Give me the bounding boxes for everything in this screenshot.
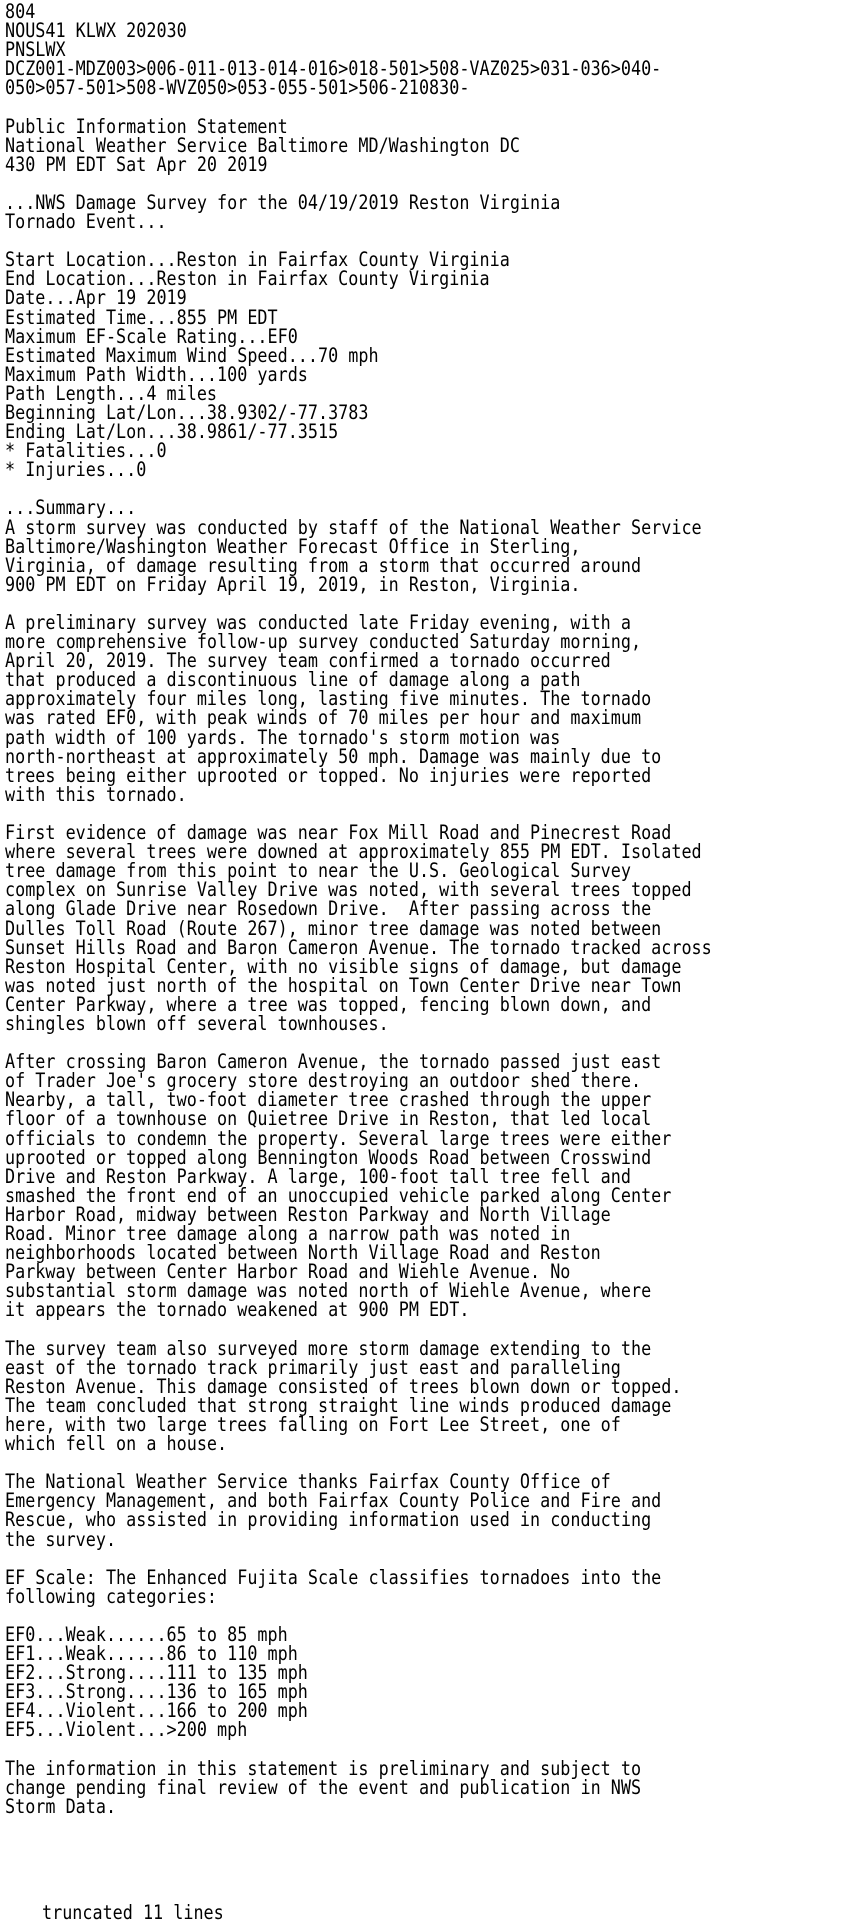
statement-line: Nearby, a tall, two-foot diameter tree crashed through the upper — [5, 1088, 652, 1112]
statement-line: National Weather Service Baltimore MD/Washington DC — [5, 133, 520, 157]
statement-line: change pending final review of the event and publication in NWS — [5, 1775, 642, 1799]
statement-line: where several trees were downed at approximately 855 PM EDT. Isolated — [5, 840, 702, 864]
statement-line: was rated EF0, with peak winds of 70 miles per hour and maximum — [5, 706, 642, 730]
statement-line: Emergency Management, and both Fairfax County Police and Fire and — [5, 1489, 662, 1513]
statement-line: shingles blown off several townhouses. — [5, 1011, 389, 1035]
statement-line: was noted just north of the hospital on Town Center Drive near Town — [5, 973, 682, 997]
statement-line: NOUS41 KLWX 202030 — [5, 19, 187, 43]
statement-line: Estimated Maximum Wind Speed...70 mph — [5, 343, 379, 367]
public-information-statement — [5, 2, 712, 1816]
statement-line: First evidence of damage was near Fox Mill Road and Pinecrest Road — [5, 821, 672, 845]
statement-line: Beginning Lat/Lon...38.9302/-77.3783 — [5, 400, 369, 424]
statement-line: officials to condemn the property. Several large trees were either — [5, 1126, 672, 1150]
statement-line: ...NWS Damage Survey for the 04/19/2019 Reston Virginia — [5, 190, 561, 214]
statement-line: April 20, 2019. The survey team confirmed a tornado occurred — [5, 649, 611, 673]
statement-line: Tornado Event... — [5, 210, 167, 234]
statement-line: tree damage from this point to near the U.S. Geological Survey — [5, 859, 631, 883]
statement-line: The team concluded that strong straight line winds produced damage — [5, 1393, 672, 1417]
statement-line: 900 PM EDT on Friday April 19, 2019, in Reston, Virginia. — [5, 572, 581, 596]
statement-line: 430 PM EDT Sat Apr 20 2019 — [5, 152, 268, 176]
blank-line — [5, 1319, 712, 1338]
blank-line — [5, 1549, 712, 1568]
statement-line: complex on Sunrise Valley Drive was noted, with several trees topped — [5, 878, 692, 902]
statement-line: along Glade Drive near Rosedown Drive. After passing across the — [5, 897, 652, 921]
statement-line: Center Parkway, where a tree was topped, fencing blown down, and — [5, 992, 652, 1016]
statement-line: which fell on a house. — [5, 1432, 228, 1456]
statement-line: Drive and Reston Parkway. A large, 100-foot tall tree fell and — [5, 1164, 631, 1188]
statement-line: Harbor Road, midway between Reston Parkway and North Village — [5, 1202, 611, 1226]
statement-line: smashed the front end of an unoccupied vehicle parked along Center — [5, 1183, 672, 1207]
statement-line: east of the tornado track primarily just east and paralleling — [5, 1355, 621, 1379]
statement-line: EF2...Strong....111 to 135 mph — [5, 1661, 308, 1685]
statement-line: The National Weather Service thanks Fairfax County Office of — [5, 1470, 611, 1494]
statement-line: Start Location...Reston in Fairfax County Virginia — [5, 248, 510, 272]
statement-line: the survey. — [5, 1527, 117, 1551]
statement-line: Parkway between Center Harbor Road and Wiehle Avenue. No — [5, 1260, 571, 1284]
statement-line: EF4...Violent...166 to 200 mph — [5, 1699, 308, 1723]
statement-line: Estimated Time...855 PM EDT — [5, 305, 278, 329]
statement-line: Reston Avenue. This damage consisted of trees blown down or topped. — [5, 1374, 682, 1398]
statement-line: EF5...Violent...>200 mph — [5, 1718, 248, 1742]
statement-line: * Injuries...0 — [5, 458, 147, 482]
statement-line: approximately four miles long, lasting five minutes. The tornado — [5, 687, 652, 711]
statement-line: trees being either uprooted or topped. No injuries were reported — [5, 763, 652, 787]
statement-line: DCZ001-MDZ003>006-011-013-014-016>018-501>508-VAZ025>031-036>040- — [5, 57, 662, 81]
statement-line: A preliminary survey was conducted late Friday evening, with a — [5, 611, 631, 634]
statement-line: Maximum Path Width...100 yards — [5, 362, 308, 386]
statement-line: north-northeast at approximately 50 mph. Damage was mainly due to — [5, 744, 662, 768]
statement-line: PNSLWX — [5, 38, 66, 62]
statement-line: floor of a townhouse on Quietree Drive in Reston, that led local — [5, 1107, 652, 1131]
statement-line: Dulles Toll Road (Route 267), minor tree damage was noted between — [5, 916, 662, 940]
statement-line: * Fatalities...0 — [5, 439, 167, 463]
statement-line: ...Summary... — [5, 496, 137, 520]
statement-line: path width of 100 yards. The tornado's storm motion was — [5, 725, 561, 749]
statement-line: EF Scale: The Enhanced Fujita Scale classifies tornadoes into the — [5, 1565, 662, 1589]
statement-line: The information in this statement is preliminary and subject to — [5, 1756, 642, 1780]
statement-line: Date...Apr 19 2019 — [5, 286, 187, 310]
statement-line: Public Information Statement — [5, 114, 288, 138]
statement-line: Virginia, of damage resulting from a storm that occurred around — [5, 553, 642, 577]
blank-line — [5, 97, 712, 116]
statement-line: neighborhoods located between North Village Road and Reston — [5, 1241, 601, 1265]
statement-line: uprooted or topped along Bennington Woods Road between Crosswind — [5, 1145, 652, 1169]
statement-line: A storm survey was conducted by staff of the National Weather Service — [5, 515, 702, 539]
statement-line: of Trader Joe's grocery store destroying an outdoor shed there. — [5, 1069, 642, 1093]
statement-line: Reston Hospital Center, with no visible signs of damage, but damage — [5, 954, 682, 978]
statement-line: 050>057-501>508-WVZ050>053-055-501>506-210830- — [5, 76, 470, 100]
statement-line: End Location...Reston in Fairfax County Virginia — [5, 267, 490, 291]
statement-line: After crossing Baron Cameron Avenue, the tornado passed just east — [5, 1050, 662, 1074]
statement-line: EF0...Weak......65 to 85 mph — [5, 1622, 288, 1646]
statement-line: it appears the tornado weakened at 900 PM EDT. — [5, 1298, 470, 1322]
statement-line: Maximum EF-Scale Rating...EF0 — [5, 324, 298, 348]
statement-line: here, with two large trees falling on Fort Lee Street, one of — [5, 1412, 621, 1436]
statement-line: following categories: — [5, 1584, 218, 1608]
statement-line: The survey team also surveyed more storm damage extending to the — [5, 1336, 652, 1360]
statement-line: EF3...Strong....136 to 165 mph — [5, 1680, 308, 1704]
statement-line: Rescue, who assisted in providing information used in conducting — [5, 1508, 652, 1532]
statement-line: that produced a discontinuous line of damage along a path — [5, 668, 581, 692]
truncation-note: truncated 11 lines — [42, 1901, 224, 1924]
statement-line: 804 — [5, 0, 36, 23]
statement-line: Storm Data. — [5, 1794, 117, 1818]
statement-line: Road. Minor tree damage along a narrow path was noted in — [5, 1222, 571, 1245]
blank-line — [5, 1740, 712, 1759]
statement-line: Ending Lat/Lon...38.9861/-77.3515 — [5, 420, 339, 444]
statement-line: Baltimore/Washington Weather Forecast Office in Sterling, — [5, 534, 581, 558]
statement-line: Path Length...4 miles — [5, 381, 218, 405]
statement-line: substantial storm damage was noted north of Wiehle Avenue, where — [5, 1279, 652, 1303]
statement-line: more comprehensive follow-up survey conducted Saturday morning, — [5, 630, 642, 654]
statement-line: with this tornado. — [5, 782, 187, 806]
statement-line: EF1...Weak......86 to 110 mph — [5, 1642, 298, 1666]
statement-line: Sunset Hills Road and Baron Cameron Avenue. The tornado tracked across — [5, 935, 712, 959]
